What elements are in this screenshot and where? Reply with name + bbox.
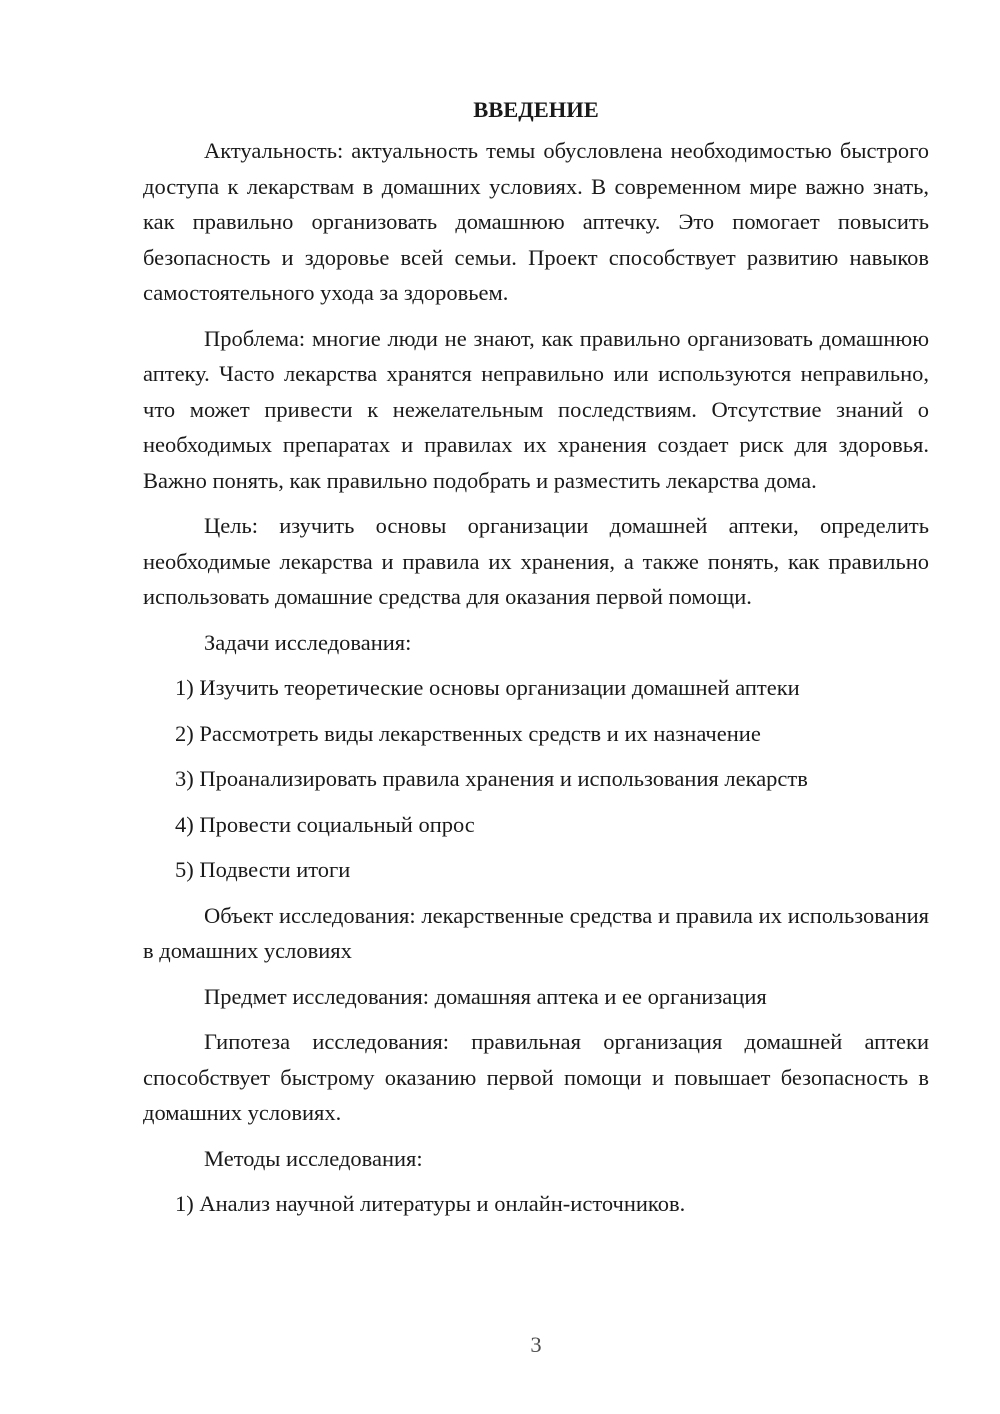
document-page: [143, 92, 929, 1232]
tasks-heading: Задачи исследования:: [204, 629, 412, 655]
page-number: 3: [530, 1332, 542, 1357]
subject-paragraph: Предмет исследования: домашняя аптека и ее организация: [204, 983, 767, 1009]
list-item: 1) Изучить теоретические основы организации домашней аптеки: [175, 675, 800, 700]
list-item: 1) Анализ научной литературы и онлайн-источников.: [175, 1191, 686, 1216]
list-item: 5) Подвести итоги: [175, 857, 351, 882]
tasks-list: [143, 670, 929, 888]
methods-heading: Методы исследования:: [204, 1145, 423, 1171]
list-item: 3) Проанализировать правила хранения и использования лекарств: [175, 766, 808, 791]
methods-list: [143, 1186, 929, 1222]
list-item: 4) Провести социальный опрос: [175, 811, 475, 837]
hypothesis-paragraph: Гипотеза исследования: правильная организация домашней аптеки способствует быстрому оказанию первой помощи и повышает безопасность в домашних условиях.: [143, 1029, 929, 1125]
goal-paragraph: Цель: изучить основы организации домашней аптеки, определить необходимые лекарства и правила их хранения, а также понять, как правильно использовать домашние средства для оказания первой помощи.: [143, 513, 929, 609]
relevance-paragraph: Актуальность: актуальность темы обусловлена необходимостью быстрого доступа к лекарствам в домашних условиях. В современном мире важно знать, как правильно организовать домашнюю аптечку. Это помогает повысить безопасность и здоровье всей семьи. Проект способствует развитию навыков самостоятельного ухода за здоровьем.: [143, 138, 929, 305]
list-item: 2) Рассмотреть виды лекарственных средств и их назначение: [175, 720, 761, 746]
object-paragraph: Объект исследования: лекарственные средства и правила их использования в домашних условиях: [143, 902, 929, 963]
problem-paragraph: Проблема: многие люди не знают, как правильно организовать домашнюю аптеку. Часто лекарства хранятся неправильно или используются неправильно, что может привести к нежелательным последствиям. Отсутствие знаний о необходимых препаратах и правилах их хранения создает риск для здоровья. Важно понять, как правильно подобрать и разместить лекарства дома.: [143, 325, 929, 493]
page-title: ВВЕДЕНИЕ: [473, 97, 599, 122]
